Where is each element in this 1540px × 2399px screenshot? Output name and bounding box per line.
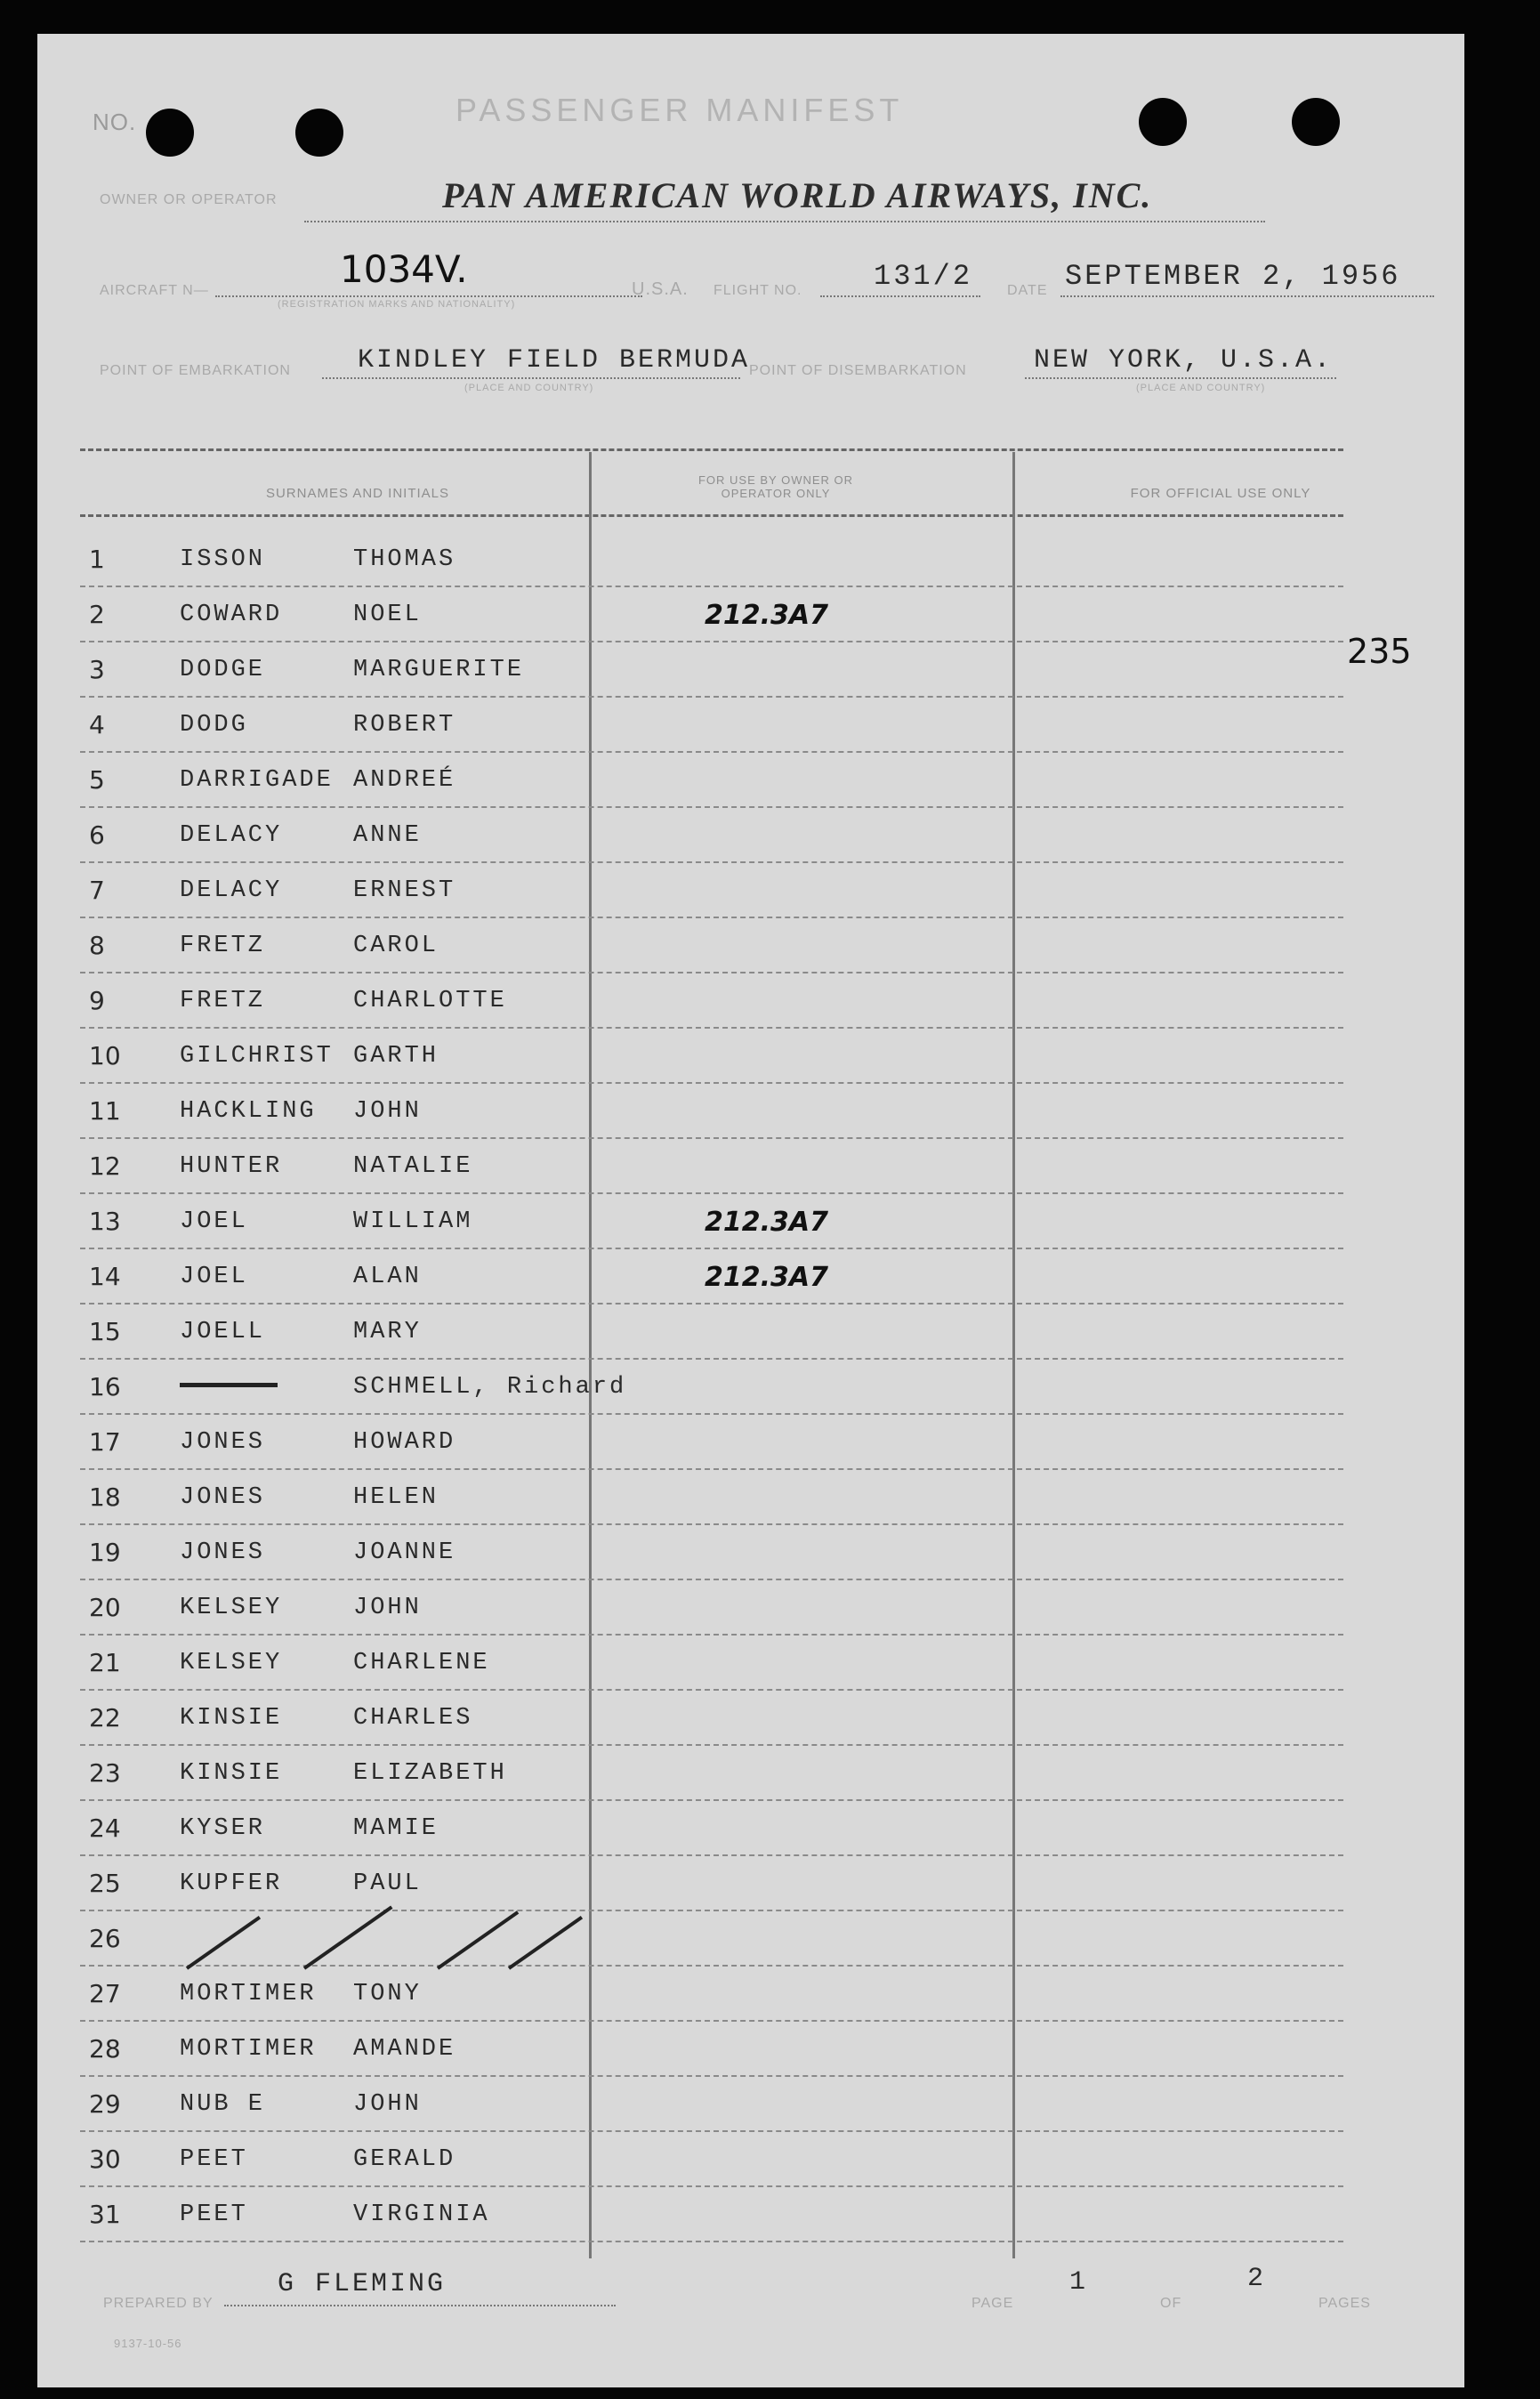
row-number: 4 [89,710,105,739]
form-number-mark: NO. [93,109,137,135]
passenger-surname: KYSER [180,1815,266,1842]
passenger-row [37,2084,1464,2139]
passenger-surname: MORTIMER [180,2036,317,2063]
row-number: 19 [89,1538,121,1567]
row-rule [80,1137,1343,1139]
embark-caption: (PLACE AND COUNTRY) [464,383,594,393]
aircraft-label: AIRCRAFT N— [100,283,209,298]
row-rule [80,1082,1343,1084]
disembark-label: POINT OF DISEMBARKATION [749,363,967,378]
row-rule [80,917,1343,918]
row-rule [80,751,1343,753]
row-rule [80,1634,1343,1636]
row-number: 22 [89,1703,121,1733]
row-number: 29 [89,2089,121,2119]
passenger-given-name: ROBERT [353,712,456,739]
pages-label: PAGES [1318,2296,1371,2311]
punch-hole-left-2 [295,109,343,157]
row-rule [80,1468,1343,1470]
row-number: 15 [89,1317,121,1346]
passenger-given-name: HOWARD [353,1429,456,1456]
passenger-row [37,705,1464,760]
row-rule [80,696,1343,698]
row-number: 16 [89,1372,121,1401]
row-number: 6 [89,820,105,850]
passenger-row [37,870,1464,925]
row-number: 21 [89,1648,121,1677]
passenger-surname: COWARD [180,602,283,628]
row-rule [80,641,1343,642]
row-rule [80,806,1343,808]
passenger-given-name: ELIZABETH [353,1760,507,1787]
passenger-given-name: JOHN [353,2091,422,2118]
row-rule [80,1413,1343,1415]
passenger-row [37,2139,1464,2194]
page-title: PASSENGER MANIFEST [456,92,904,128]
passenger-row [37,1698,1464,1753]
header-divider-2 [80,514,1343,517]
passenger-row [37,650,1464,705]
passenger-row [37,1146,1464,1201]
passenger-surname: JONES [180,1429,266,1456]
row-number: 14 [89,1262,121,1291]
passenger-row [37,1201,1464,1256]
row-rule [80,1192,1343,1194]
passenger-given-name: MAMIE [353,1815,439,1842]
flight-label: FLIGHT NO. [714,283,802,298]
row-rule [80,2241,1343,2242]
passenger-surname: KINSIE [180,1760,283,1787]
row-rule [80,586,1343,587]
passenger-surname: KUPFER [180,1870,283,1897]
row-rule [80,1965,1343,1967]
row-number: 27 [89,1979,121,2008]
date-underline [1060,295,1434,297]
passenger-surname: JOEL [180,1264,248,1290]
page-total: 2 [1247,2264,1267,2294]
row-number: 1 [89,545,105,574]
row-number: 7 [89,876,105,905]
passenger-surname: PEET [180,2201,248,2228]
row-number: 3 [89,655,105,684]
passenger-surname: JONES [180,1484,266,1511]
row-number: 8 [89,931,105,960]
row-rule [80,1523,1343,1525]
row-number: 25 [89,1869,121,1898]
passenger-row [37,2194,1464,2250]
row-number: 9 [89,986,105,1015]
row-rule [80,2130,1343,2132]
embark-underline [322,377,740,379]
aircraft-underline [215,295,642,297]
passenger-row [37,1863,1464,1918]
passenger-row [37,1753,1464,1808]
flight-date: SEPTEMBER 2, 1956 [1065,260,1401,293]
passenger-surname: KELSEY [180,1650,283,1676]
column-header-owner-use: FOR USE BY OWNER OR OPERATOR ONLY [697,473,854,500]
row-rule [80,1689,1343,1691]
passenger-given-name: ANDREÉ [353,767,456,794]
passenger-given-name: TONY [353,1981,422,2007]
passenger-row [37,760,1464,815]
column-header-official-use: FOR OFFICIAL USE ONLY [1130,486,1311,501]
passenger-given-name: ALAN [353,1264,422,1290]
disembark-underline [1025,377,1336,379]
passenger-given-name: ANNE [353,822,422,849]
column-header-names: SURNAMES AND INITIALS [265,486,450,501]
row-number: 5 [89,765,105,795]
form-number: 9137-10-56 [114,2337,182,2350]
row-number: 10 [89,1041,121,1070]
page-number: 1 [1069,2267,1089,2298]
passenger-row [37,1091,1464,1146]
row-number: 2 [89,600,105,629]
passenger-surname: JOELL [180,1319,266,1345]
passenger-row [37,1974,1464,2029]
row-number: 31 [89,2200,121,2229]
row-number: 18 [89,1482,121,1512]
passenger-given-name: MARY [353,1319,422,1345]
embark-point: KINDLEY FIELD BERMUDA [358,345,751,376]
passenger-row [37,981,1464,1036]
row-rule [80,1744,1343,1746]
owner-label: OWNER OR OPERATOR [100,192,278,207]
row-number: 12 [89,1151,121,1181]
row-rule [80,1854,1343,1856]
row-rule [80,2075,1343,2077]
of-label: OF [1160,2296,1182,2311]
passenger-given-name: GERALD [353,2146,456,2173]
flight-number: 131/2 [874,260,973,293]
usa-label: U.S.A. [632,279,689,299]
passenger-surname: HUNTER [180,1153,283,1180]
prepared-by: G FLEMING [278,2269,447,2299]
prepared-underline [224,2305,616,2306]
passenger-row [37,815,1464,870]
page-label: PAGE [972,2296,1014,2311]
date-label: DATE [1007,283,1048,298]
owner-underline [304,221,1265,222]
row-rule [80,1248,1343,1249]
passenger-given-name: GARTH [353,1043,439,1070]
passenger-row [37,1312,1464,1367]
row-rule [80,1303,1343,1305]
passenger-code: 212.3A7 [705,1207,828,1238]
flight-underline [820,295,980,297]
passenger-surname: FRETZ [180,933,266,959]
passenger-given-name: NOEL [353,602,422,628]
row-rule [80,1027,1343,1029]
passenger-row [37,1808,1464,1863]
row-number: 20 [89,1593,121,1622]
row-number: 24 [89,1813,121,1843]
passenger-row [37,925,1464,981]
passenger-surname: DELACY [180,822,283,849]
strike-row-16 [180,1383,278,1387]
row-rule [80,1579,1343,1580]
passenger-surname: DODGE [180,657,266,683]
passenger-surname: FRETZ [180,988,266,1014]
passenger-given-name: CHARLES [353,1705,473,1732]
passenger-surname: HACKLING [180,1098,317,1125]
aircraft-registration: 1034V. [340,247,468,291]
passenger-surname: PEET [180,2146,248,2173]
passenger-given-name: WILLIAM [353,1208,473,1235]
passenger-given-name: MARGUERITE [353,657,525,683]
passenger-surname: DELACY [180,877,283,904]
row-rule [80,972,1343,973]
passenger-surname: KINSIE [180,1705,283,1732]
row-number: 11 [89,1096,121,1126]
passenger-surname: JONES [180,1539,266,1566]
passenger-row [37,1367,1464,1422]
passenger-given-name: CHARLENE [353,1650,490,1676]
passenger-row [37,1643,1464,1698]
operator-name: PAN AMERICAN WORLD AIRWAYS, INC. [442,175,1153,215]
header-divider-1 [80,448,1343,451]
passenger-surname: NUB E [180,2091,266,2118]
punch-hole-right-2 [1292,98,1340,146]
disembark-caption: (PLACE AND COUNTRY) [1136,383,1266,393]
disembark-point: NEW YORK, U.S.A. [1034,345,1334,376]
registration-caption: (REGISTRATION MARKS AND NATIONALITY) [278,299,516,310]
row-number: 13 [89,1207,121,1236]
manifest-sheet [37,34,1464,2387]
passenger-given-name: JOHN [353,1595,422,1621]
passenger-row [37,1587,1464,1643]
passenger-surname: KELSEY [180,1595,283,1621]
punch-hole-right-1 [1139,98,1187,146]
passenger-given-name: SCHMELL, Richard [353,1374,627,1401]
passenger-row [37,1036,1464,1091]
passenger-given-name: JOANNE [353,1539,456,1566]
passenger-surname: GILCHRIST [180,1043,334,1070]
passenger-row [37,2029,1464,2084]
passenger-row [37,1532,1464,1587]
passenger-code: 212.3A7 [705,1262,828,1293]
row-rule [80,1358,1343,1360]
passenger-given-name: JOHN [353,1098,422,1125]
stamp-number: 235 [1347,632,1412,671]
passenger-row [37,1256,1464,1312]
row-rule [80,2020,1343,2022]
passenger-code: 212.3A7 [705,600,828,631]
row-number: 17 [89,1427,121,1457]
passenger-surname: JOEL [180,1208,248,1235]
passenger-surname: ISSON [180,546,266,573]
row-number: 26 [89,1924,121,1953]
embark-label: POINT OF EMBARKATION [100,363,291,378]
passenger-row [37,1422,1464,1477]
passenger-given-name: HELEN [353,1484,439,1511]
row-number: 23 [89,1758,121,1788]
row-rule [80,861,1343,863]
passenger-given-name: PAUL [353,1870,422,1897]
passenger-surname: DODG [180,712,248,739]
passenger-given-name: NATALIE [353,1153,473,1180]
passenger-given-name: AMANDE [353,2036,456,2063]
passenger-given-name: CHARLOTTE [353,988,507,1014]
passenger-given-name: ERNEST [353,877,456,904]
passenger-row [37,539,1464,594]
row-number: 30 [89,2145,121,2174]
passenger-given-name: VIRGINIA [353,2201,490,2228]
punch-hole-left-1 [146,109,194,157]
row-rule [80,2185,1343,2187]
row-rule [80,1799,1343,1801]
row-number: 28 [89,2034,121,2064]
passenger-surname: DARRIGADE [180,767,334,794]
passenger-row [37,1918,1464,1974]
passenger-row [37,594,1464,650]
passenger-row [37,1477,1464,1532]
row-rule [80,1910,1343,1911]
passenger-given-name: CAROL [353,933,439,959]
prepared-label: PREPARED BY [103,2296,214,2311]
passenger-surname: MORTIMER [180,1981,317,2007]
passenger-given-name: THOMAS [353,546,456,573]
